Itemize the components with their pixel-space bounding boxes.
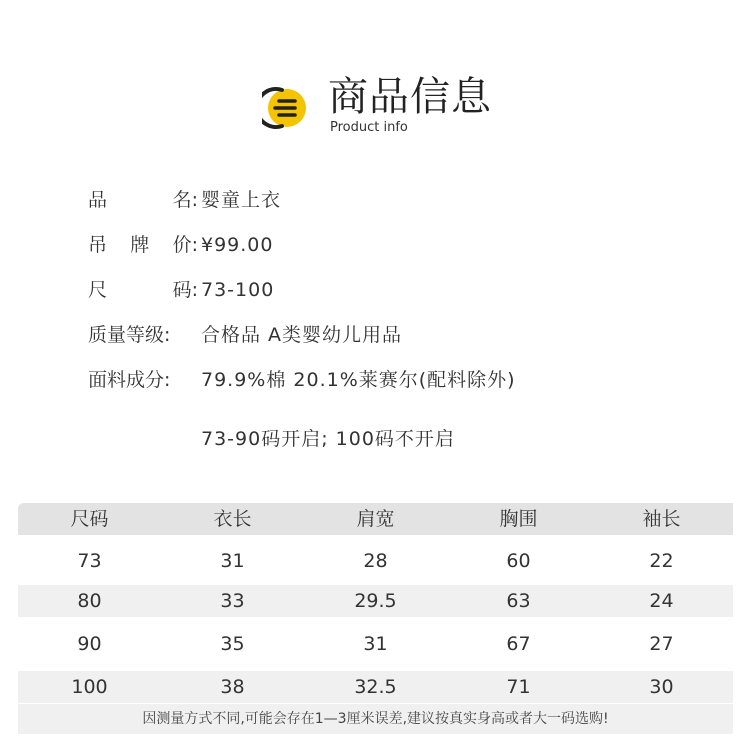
- info-label: 质量等级:: [88, 324, 171, 346]
- measurement-footnote: 因测量方式不同,可能会存在1—3厘米误差,建议按真实身高或者大一码选购!: [18, 704, 733, 734]
- table-row: [18, 585, 733, 617]
- table-cell: 67: [506, 633, 531, 655]
- table-header-cell: 袖长: [642, 508, 681, 530]
- table-header-cell: 衣长: [213, 508, 252, 530]
- info-label: 尺 码:: [88, 279, 198, 301]
- table-header-cell: 尺码: [70, 508, 109, 530]
- opening-note: 73-90码开启; 100码不开启: [201, 428, 455, 450]
- table-row: [18, 545, 733, 577]
- info-value: 79.9%棉 20.1%莱赛尔(配料除外): [201, 369, 516, 391]
- table-cell: 29.5: [354, 590, 397, 612]
- info-label: 吊 牌 价:: [88, 234, 198, 256]
- page-title: 商品信息: [328, 74, 492, 120]
- table-cell: 22: [649, 550, 674, 572]
- info-label: 品 名:: [88, 189, 198, 211]
- info-value: 合格品 A类婴幼儿用品: [201, 324, 403, 346]
- list-icon: [262, 86, 312, 130]
- info-value: 婴童上衣: [201, 189, 282, 211]
- table-cell: 63: [506, 590, 531, 612]
- table-cell: 60: [506, 550, 531, 572]
- table-cell: 31: [220, 550, 245, 572]
- info-value: 73-100: [201, 279, 275, 301]
- table-header-row: [18, 503, 733, 535]
- table-cell: 27: [649, 633, 674, 655]
- info-value: ¥99.00: [201, 234, 274, 256]
- table-cell: 100: [71, 676, 108, 698]
- table-cell: 32.5: [354, 676, 397, 698]
- table-cell: 24: [649, 590, 674, 612]
- table-cell: 28: [363, 550, 388, 572]
- page-subtitle: Product info: [330, 120, 408, 135]
- table-cell: 71: [506, 676, 531, 698]
- table-cell: 31: [363, 633, 388, 655]
- table-cell: 38: [220, 676, 245, 698]
- table-header-cell: 胸围: [499, 508, 538, 530]
- table-header-cell: 肩宽: [356, 508, 395, 530]
- table-cell: 35: [220, 633, 245, 655]
- table-cell: 73: [77, 550, 102, 572]
- table-row: [18, 628, 733, 660]
- section-header: [262, 72, 522, 142]
- table-cell: 90: [77, 633, 102, 655]
- table-cell: 80: [77, 590, 102, 612]
- info-label: 面料成分:: [88, 369, 171, 391]
- table-cell: 33: [220, 590, 245, 612]
- table-cell: 30: [649, 676, 674, 698]
- table-row: [18, 671, 733, 703]
